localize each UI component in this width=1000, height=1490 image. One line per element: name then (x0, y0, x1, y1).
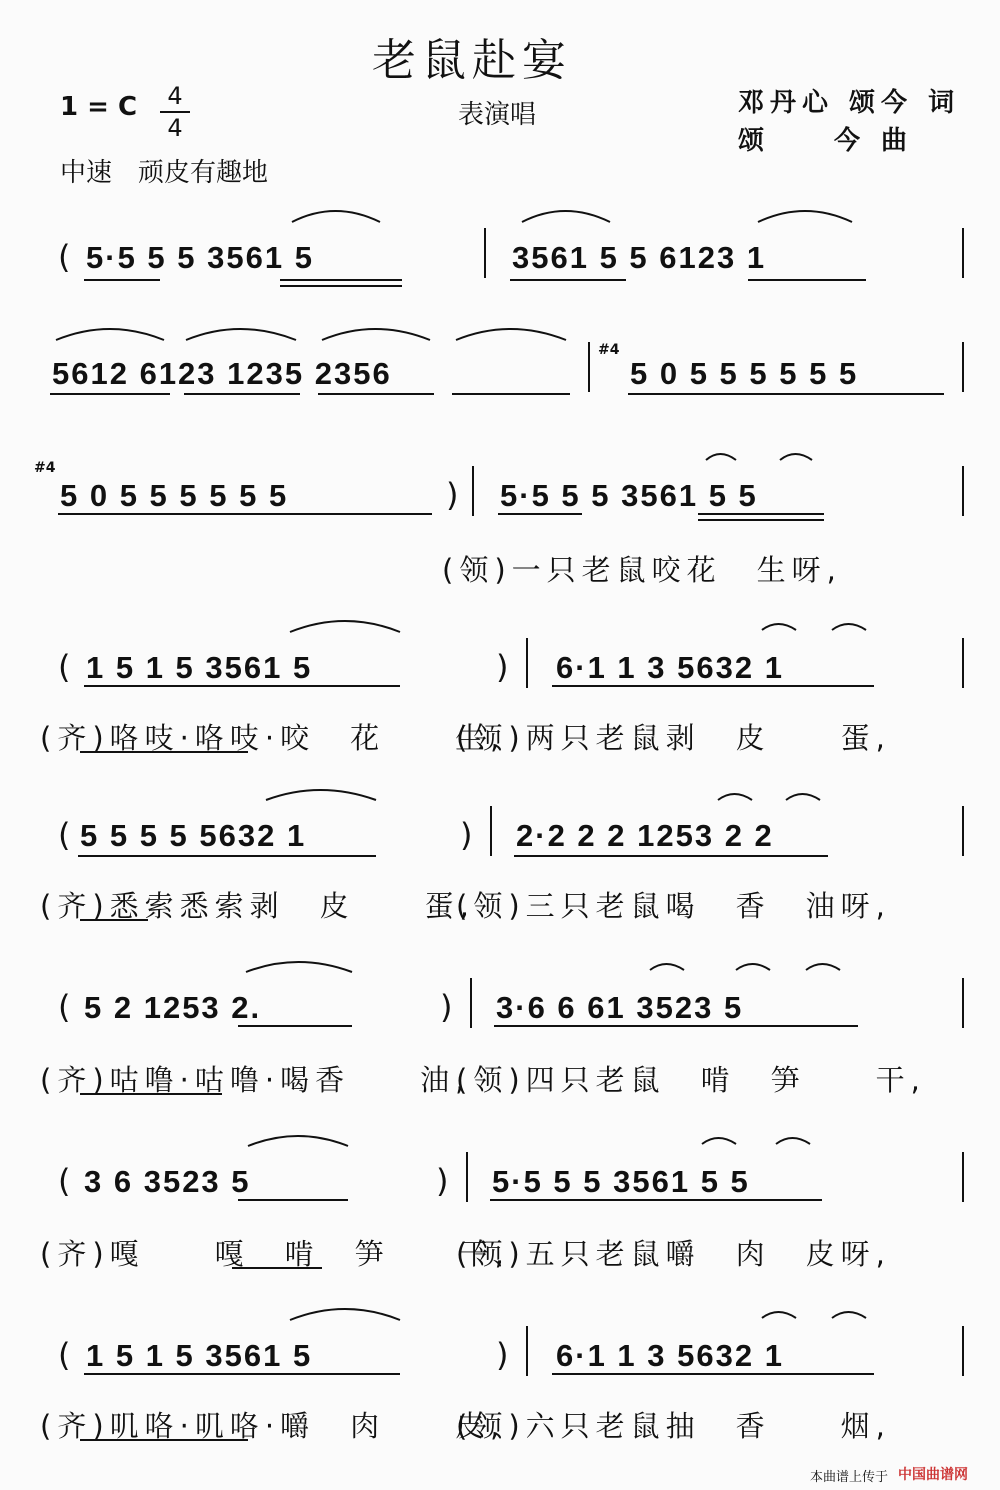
notes-measure: 5·5 5 5 3561 5 5 (500, 478, 758, 513)
slur (186, 329, 296, 340)
page-title: 老鼠赴宴 (372, 35, 572, 86)
notes-measure: 1 5 1 5 3561 5 (86, 1338, 313, 1373)
lyric-line: (齐)嘎 嘎 啃 笋 干, (40, 1237, 510, 1271)
slur (706, 454, 736, 460)
open-paren: ( (58, 1162, 71, 1200)
lyric-line: (领)六只老鼠抽 香 烟, (456, 1409, 891, 1443)
notes-measure: 5 5 5 5 5632 1 (80, 818, 307, 853)
slur (718, 794, 752, 800)
slur (762, 624, 796, 630)
notes-measure: 5 0 5 5 5 5 5 5 (630, 356, 859, 391)
tempo-marking: 中速 顽皮有趣地 (60, 158, 269, 188)
lyric-line: (齐)叽咯·叽咯·嚼 肉 皮, (40, 1409, 506, 1443)
notes-measure: 3 6 3523 5 (84, 1164, 251, 1199)
open-paren: ( (58, 816, 71, 854)
slur (702, 1138, 736, 1144)
time-signature-top: 4 (167, 82, 183, 110)
close-paren: ) (496, 1336, 509, 1374)
open-paren: ( (58, 238, 71, 276)
slur (650, 964, 684, 970)
notes-measure: 2·2 2 2 1253 2 2 (516, 818, 774, 853)
slur (456, 329, 566, 340)
lyric-line: (领)一只老鼠咬花 生呀, (442, 553, 842, 587)
slur (806, 964, 840, 970)
time-signature-bottom: 4 (167, 114, 183, 142)
notes-measure: 5612 6123 1235 2356 (52, 356, 392, 391)
close-paren: ) (496, 648, 509, 686)
slur (786, 794, 820, 800)
slur (290, 621, 400, 632)
slur (736, 964, 770, 970)
notes-measure: 5·5 5 5 3561 5 5 (492, 1164, 750, 1199)
notes-measure: 3561 5 5 6123 1 (512, 240, 767, 275)
notes-measure: 5·5 5 5 3561 5 (86, 240, 314, 275)
slur (248, 1136, 348, 1146)
slur (522, 211, 610, 222)
notes-measure: 3·6 6 61 3523 5 (496, 990, 744, 1025)
slur (780, 454, 812, 460)
slur (322, 329, 430, 340)
notes-measure: 5 2 1253 2. (84, 990, 262, 1025)
upload-note: 本曲谱上传于 (810, 1470, 889, 1485)
notes-measure: 5 0 5 5 5 5 5 5 (60, 478, 289, 513)
open-paren: ( (58, 988, 71, 1026)
lyric-line: (齐)咕噜·咕噜·喝香 油, (40, 1063, 471, 1097)
key-signature: 1 = C (60, 92, 138, 122)
slur (266, 790, 376, 800)
notes-measure: 6·1 1 3 5632 1 (556, 650, 784, 685)
close-paren: ) (436, 1162, 449, 1200)
lyric-line: (领)两只老鼠剥 皮 蛋, (456, 721, 891, 755)
composer-credit: 颂 今 曲 (738, 126, 914, 156)
site-logo: 中国曲谱网 (898, 1467, 968, 1483)
open-paren: ( (58, 648, 71, 686)
slur (776, 1138, 810, 1144)
lyric-line: (齐)悉索悉索剥 皮 蛋, (40, 889, 475, 923)
lyricist-credit: 邓丹心 颂今 词 (738, 88, 961, 118)
notes-measure: 1 5 1 5 3561 5 (86, 650, 313, 685)
lyric-line: (齐)咯吱·咯吱·咬 花 生, (40, 721, 506, 755)
slur (290, 1309, 400, 1320)
slur (758, 211, 852, 222)
slur (762, 1312, 796, 1318)
notes-measure: 6·1 1 3 5632 1 (556, 1338, 784, 1373)
performance-style: 表演唱 (458, 100, 537, 130)
slur (56, 329, 164, 340)
slur (832, 624, 866, 630)
slur (246, 962, 352, 972)
close-paren: ) (460, 816, 473, 854)
lyric-line: (领)五只老鼠嚼 肉 皮呀, (456, 1237, 891, 1271)
close-paren: ) (446, 476, 459, 514)
lyric-line: (领)四只老鼠 啃 笋 干, (456, 1063, 926, 1097)
key-change-mark: #4 (598, 342, 620, 358)
open-paren: ( (58, 1336, 71, 1374)
slur (832, 1312, 866, 1318)
slur (292, 211, 380, 222)
lyric-line: (领)三只老鼠喝 香 油呀, (456, 889, 891, 923)
close-paren: ) (440, 988, 453, 1026)
key-change-mark: #4 (34, 460, 56, 476)
